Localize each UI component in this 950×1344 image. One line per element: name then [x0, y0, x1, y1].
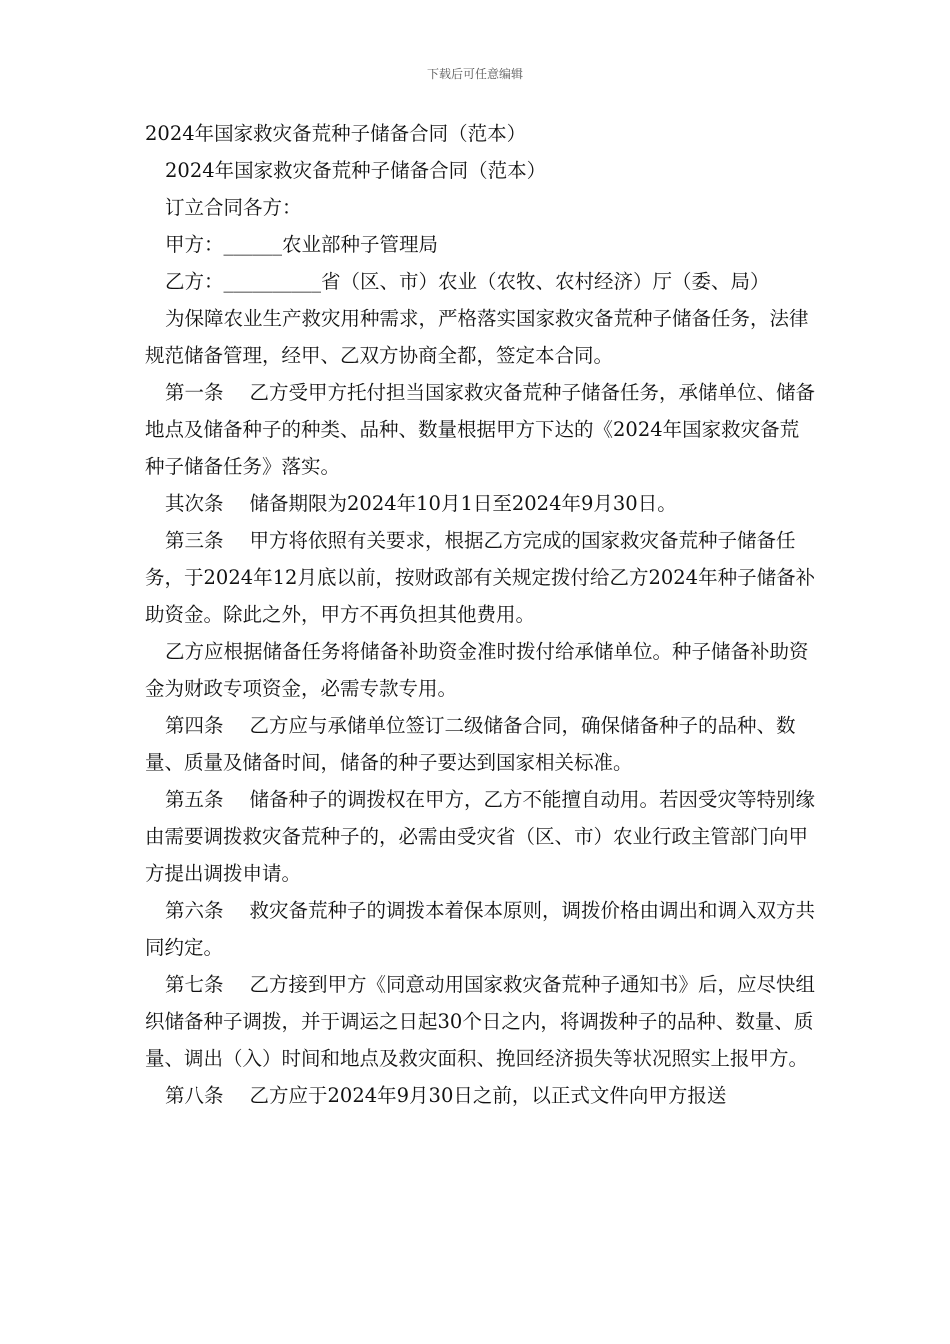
article-number: 第六条: [165, 899, 224, 922]
article-2: [145, 485, 817, 522]
article-7: [145, 966, 817, 1077]
article-6: [145, 892, 817, 966]
article-text: 乙方应于2024年9月30日之前，以正式文件向甲方报送: [249, 1084, 727, 1107]
article-number: 第四条: [165, 714, 224, 737]
article-number: 第七条: [165, 973, 224, 996]
article-text: 救灾备荒种子的调拨本着保本原则，调拨价格由调出和调入双方共同约定。: [145, 899, 816, 959]
page-header-note: 下载后可任意编辑: [426, 67, 523, 81]
document-subtitle: 2024年国家救灾备荒种子储备合同（范本）: [165, 159, 547, 182]
article-text: 储备期限为2024年10月1日至2024年9月30日。: [249, 492, 677, 515]
parties-label: 订立合同各方：: [165, 196, 302, 219]
article-3: [145, 522, 817, 633]
article-text: 储备种子的调拨权在甲方，乙方不能擅自动用。若因受灾等特别缘由需要调拨救灾备荒种子的，必需由受灾省（区、市）农业行政主管部门向甲方提出调拨申请。: [145, 788, 816, 885]
article-text: 乙方应与承储单位签订二级储备合同，确保储备种子的品种、数量、质量及储备时间，储备的种子要达到国家相关标准。: [145, 714, 796, 774]
article-number: 第五条: [165, 788, 224, 811]
article-number: 第三条: [165, 529, 224, 552]
article-text: 乙方受甲方托付担当国家救灾备荒种子储备任务，承储单位、储备地点及储备种子的种类、品种、数量根据甲方下达的《2024年国家救灾备荒种子储备任务》落实。: [145, 381, 816, 478]
party-a: 甲方：______农业部种子管理局: [165, 233, 439, 256]
article-5: [145, 781, 817, 892]
preamble-paragraph: 为保障农业生产救灾用种需求，严格落实国家救灾备荒种子储备任务，法律规范储备管理，经甲、乙双方协商全都，签定本合同。: [145, 307, 809, 367]
article-number: 第八条: [165, 1084, 224, 1107]
article-3-continuation: 乙方应根据储备任务将储备补助资金准时拨付给承储单位。种子储备补助资金为财政专项资金，必需专款专用。: [145, 640, 809, 700]
document-title: 2024年国家救灾备荒种子储备合同（范本）: [145, 122, 527, 145]
article-number: 其次条: [165, 492, 224, 515]
article-4: [145, 707, 817, 781]
article-text: 乙方接到甲方《同意动用国家救灾备荒种子通知书》后，应尽快组织储备种子调拨，并于调运之日起30个日之内，将调拨种子的品种、数量、质量、调出（入）时间和地点及救灾面积、挽回经济损失等状况照实上报甲方。: [145, 973, 816, 1070]
article-text: 甲方将依照有关要求，根据乙方完成的国家救灾备荒种子储备任务，于2024年12月底以前，按财政部有关规定拨付给乙方2024年种子储备补助资金。除此之外，甲方不再负担其他费用。: [145, 529, 816, 626]
document-body: [145, 115, 817, 1114]
article-1: [145, 374, 817, 485]
article-8: [145, 1077, 817, 1114]
party-b: 乙方：__________省（区、市）农业（农牧、农村经济）厅（委、局）: [165, 270, 770, 293]
article-number: 第一条: [165, 381, 224, 404]
